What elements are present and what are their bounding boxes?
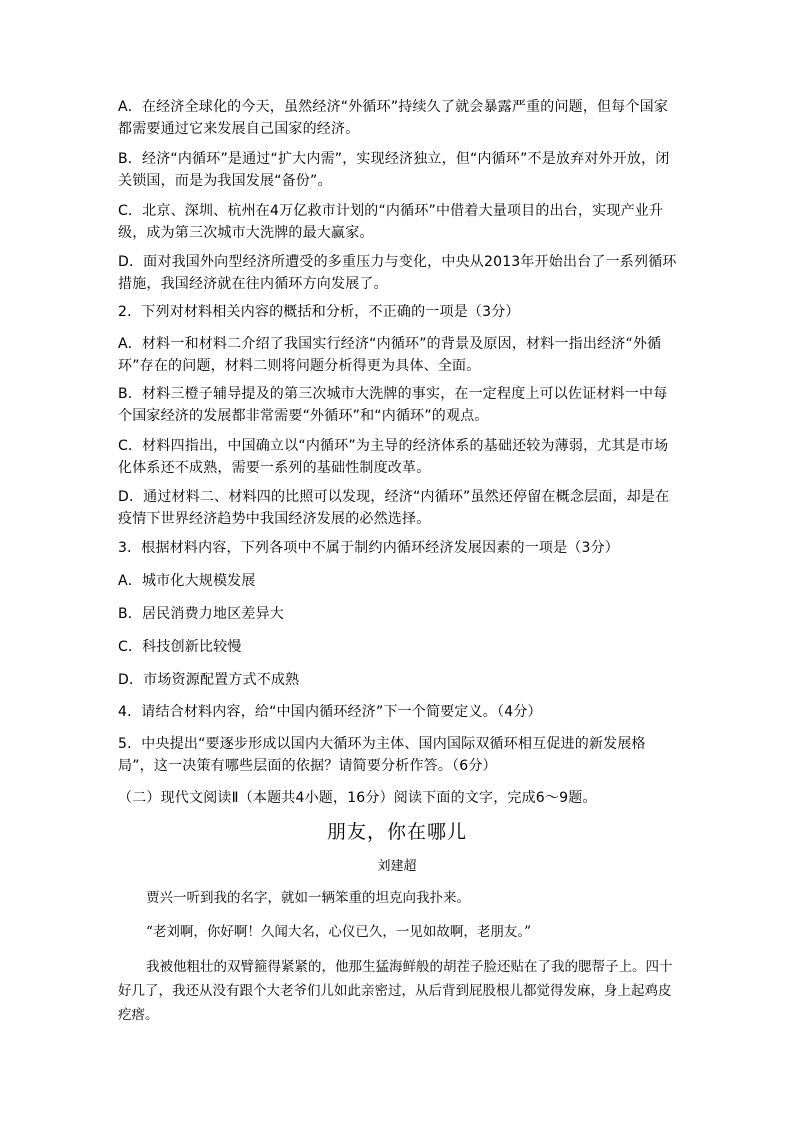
- q3-option-a: A．城市化大规模发展: [118, 573, 256, 589]
- story-paragraph: 我被他粗壮的双臂箍得紧紧的，他那生猛海鲜般的胡茬子脸还贴在了我的腮帮子上。四十好几了，我还从没有跟个大老爷们儿如此亲密过，从后背到屁股根儿都觉得发麻，身上起鸡皮疙瘩。: [118, 959, 673, 1023]
- q3-stem: 3．根据材料内容，下列各项中不属于制约内循环经济发展因素的一项是（3分）: [118, 540, 620, 556]
- story-paragraph: 贾兴一听到我的名字，就如一辆笨重的坦克向我扑来。: [146, 890, 470, 906]
- story-author: 刘建超: [377, 859, 417, 874]
- q1-option-d: D．面对我国外向型经济所遭受的多重压力与变化，中央从2013年开始出台了一系列循环措施，我国经济就在往内循环方向发展了。: [118, 254, 677, 292]
- q2-option-d: D．通过材料二、材料四的比照可以发现，经济“内循环”虽然还停留在概念层面，却是在疫情下世界经济趋势中我国经济发展的必然选择。: [118, 489, 670, 527]
- q4-stem: 4．请结合材料内容，给“中国内循环经济”下一个简要定义。（4分）: [118, 704, 542, 720]
- q5-stem: 5．中央提出“要逐步形成以国内大循环为主体、国内国际双循环相互促进的新发展格局”，这一决策有哪些层面的依据？请简要分析作答。（6分）: [118, 736, 646, 774]
- story-title: 朋友，你在哪儿: [326, 821, 467, 843]
- q1-option-b: B．经济“内循环”是通过“扩大内需”，实现经济独立，但“内循环”不是放弃对外开放，闭关锁国，而是为我国发展“备份”。: [118, 151, 670, 189]
- q2-stem: 2．下列对材料相关内容的概括和分析，不正确的一项是（3分）: [118, 304, 520, 320]
- q2-option-b: B．材料三橙子辅导提及的第三次城市大洗牌的事实，在一定程度上可以佐证材料一中每个国家经济的发展都非常需要“外循环”和“内循环”的观点。: [118, 386, 668, 424]
- q3-option-b: B．居民消费力地区差异大: [118, 606, 285, 622]
- q1-option-a: A．在经济全球化的今天，虽然经济“外循环”持续久了就会暴露严重的问题，但每个国家都需要通过它来发展自己国家的经济。: [118, 99, 669, 137]
- q1-option-c: C．北京、深圳、杭州在4万亿救市计划的“内循环”中借着大量项目的出台，实现产业升级，成为第三次城市大洗牌的最大赢家。: [118, 203, 664, 241]
- q3-option-c: C．科技创新比较慢: [118, 639, 242, 655]
- q2-option-a: A．材料一和材料二介绍了我国实行经济“内循环”的背景及原因，材料一指出经济“外循环”存在的问题，材料二则将问题分析得更为具体、全面。: [118, 336, 662, 374]
- section-heading: （二）现代文阅读Ⅱ（本题共4小题，16分）阅读下面的文字，完成6～9题。: [118, 790, 597, 806]
- q2-option-c: C．材料四指出，中国确立以“内循环”为主导的经济体系的基础还较为薄弱，尤其是市场化体系还不成熟，需要一系列的基础性制度改革。: [118, 438, 669, 476]
- story-paragraph: “老刘啊，你好啊！久闻大名，心仪已久，一见如故啊，老朋友。”: [146, 924, 532, 940]
- q3-option-d: D．市场资源配置方式不成熟: [118, 672, 300, 688]
